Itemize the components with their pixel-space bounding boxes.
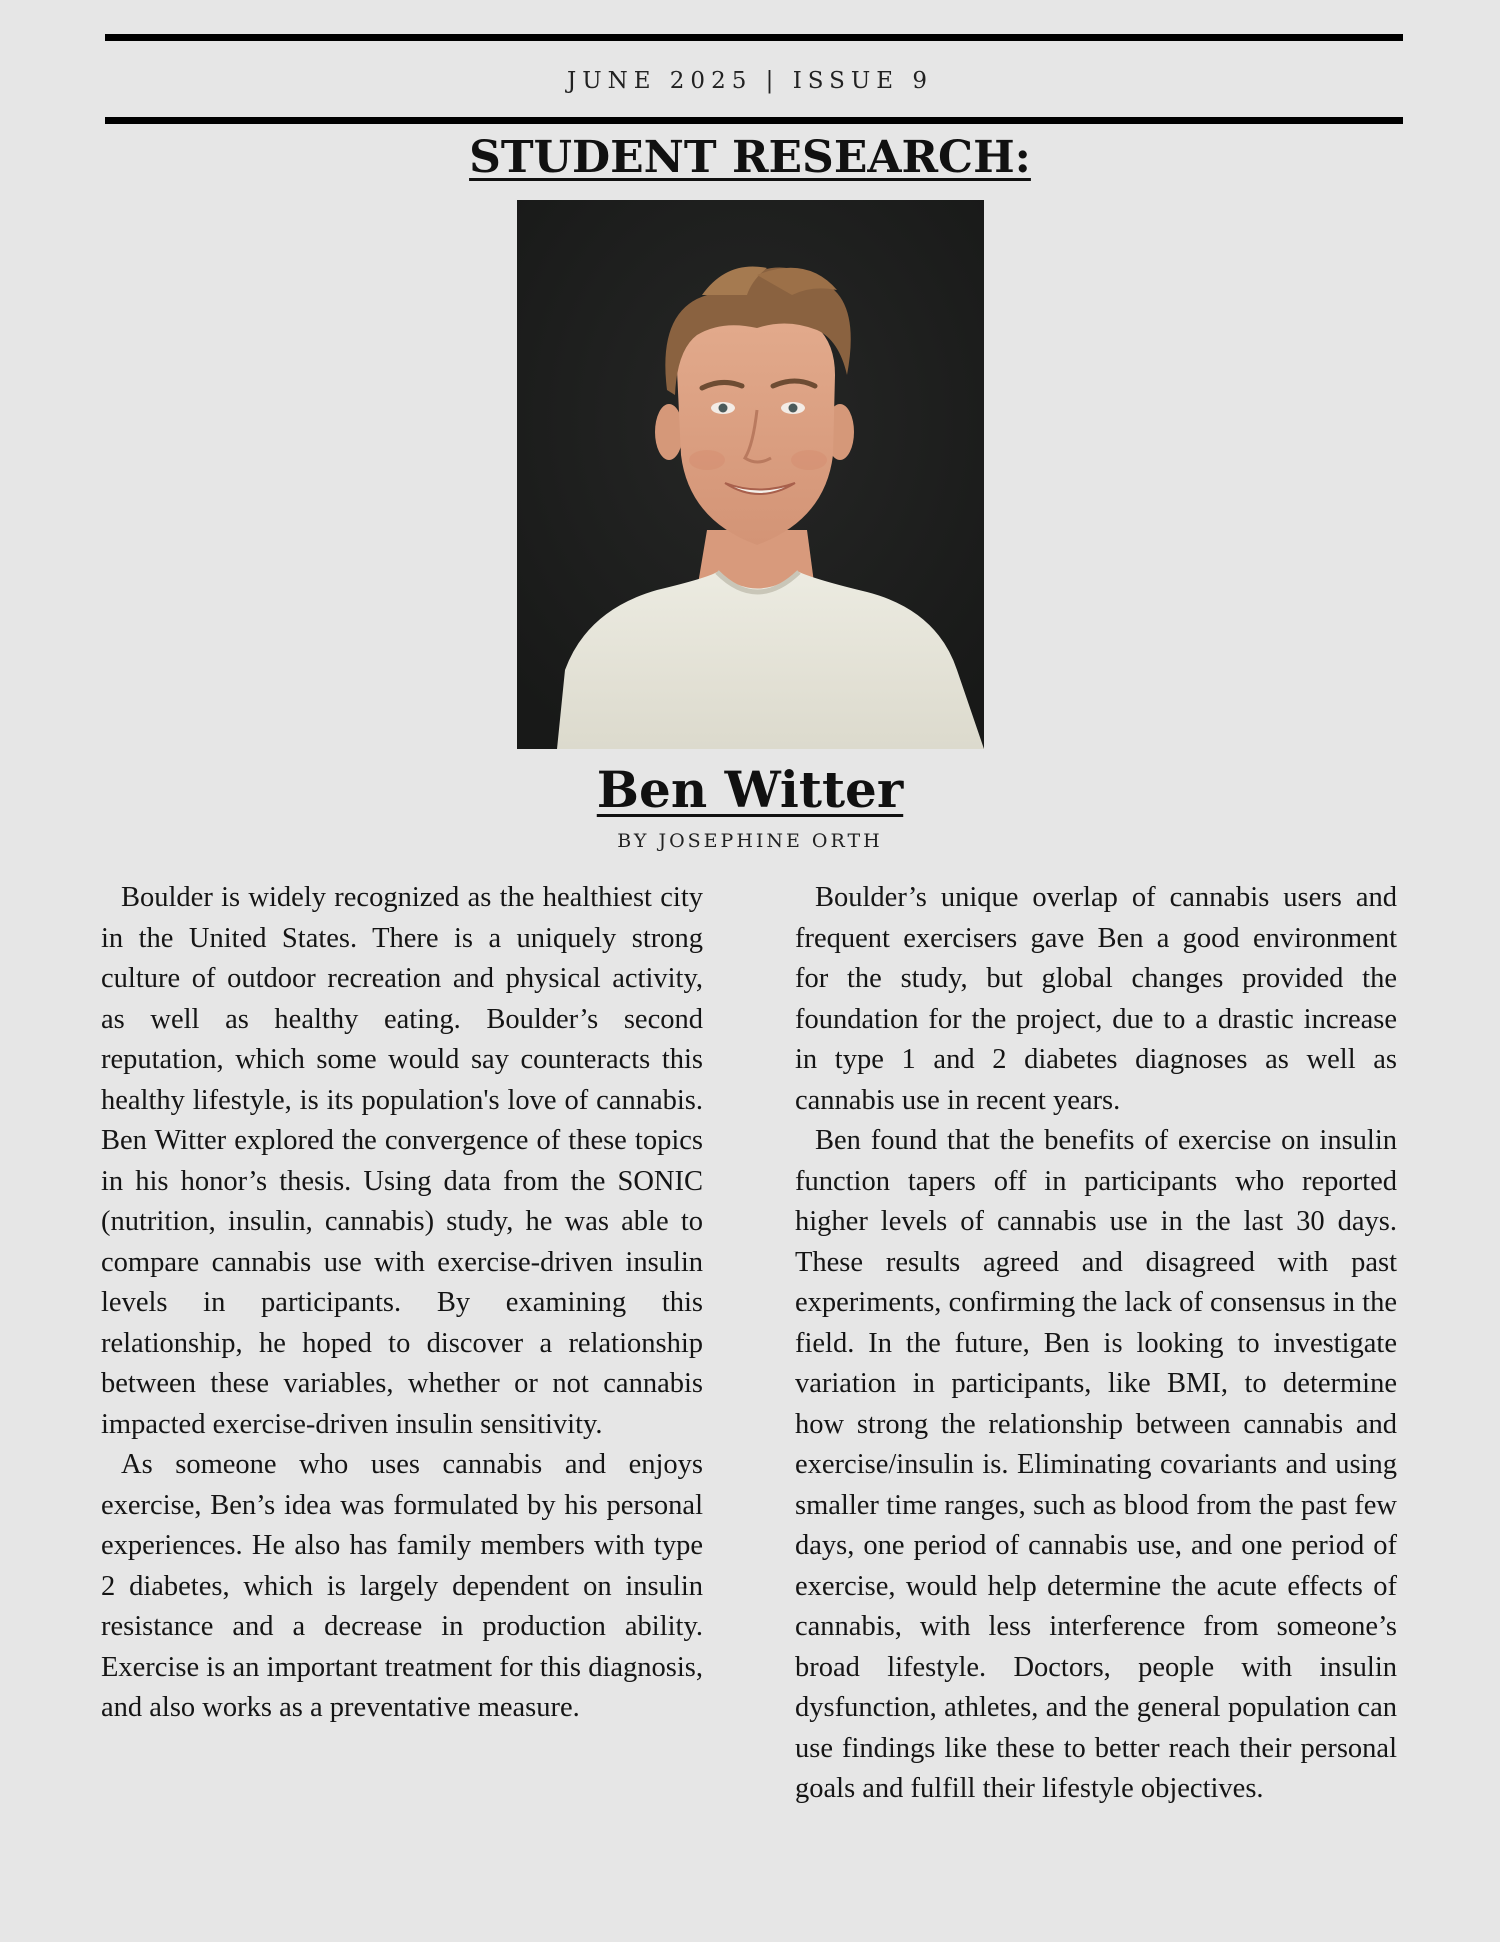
issue-line: JUNE 2025 | ISSUE 9 (566, 68, 934, 94)
subject-name: Ben Witter (596, 760, 904, 819)
article-right-column (795, 878, 1397, 1810)
paragraph: As someone who uses cannabis and enjoys exercise, Ben’s idea was formulated by his personal experiences. He also has family members with type 2 diabetes, which is largely dependent on insulin resistance and a decrease in production ability. Exercise is an important treatment for this diagnosis, and also works as a preventative measure. (101, 1449, 703, 1723)
masthead-bottom-rule (105, 117, 1403, 124)
masthead-top-rule (105, 34, 1403, 41)
paragraph: Ben found that the benefits of exercise on insulin function tapers off in participants who reported higher levels of cannabis use in the last 30 days. These results agreed and disagreed with past experiments, confirming the lack of consensus in the field. In the future, Ben is looking to investigate variation in participants, like BMI, to determine how strong the relationship between cannabis and exercise/insulin is. Eliminating covariants and using smaller time ranges, such as blood from the past few days, one period of cannabis use, and one period of exercise, would help determine the acute effects of cannabis, with less interference from someone’s broad lifestyle. Doctors, people with insulin dysfunction, athletes, and the general population can use findings like these to better reach their personal goals and fulfill their lifestyle objectives. (795, 1125, 1397, 1804)
byline: BY JOSEPHINE ORTH (617, 830, 883, 852)
paragraph: Boulder’s unique overlap of cannabis users and frequent exercisers gave Ben a good environment for the study, but global changes provided the foundation for the project, due to a drastic increase in type 1 and 2 diabetes diagnoses as well as cannabis use in recent years. (795, 882, 1397, 1116)
portrait-photo (517, 200, 984, 749)
paragraph: Boulder is widely recognized as the healthiest city in the United States. There is a uniquely strong culture of outdoor recreation and physical activity, as well as healthy eating. Boulder’s second reputation, which some would say counteracts this healthy lifestyle, is its population's love of cannabis. Ben Witter explored the convergence of these topics in his honor’s thesis. Using data from the SONIC (nutrition, insulin, cannabis) study, he was able to compare cannabis use with exercise-driven insulin levels in participants. By examining this relationship, he hoped to discover a relationship between these variables, whether or not cannabis impacted exercise-driven insulin sensitivity. (101, 882, 703, 1440)
section-title: STUDENT RESEARCH: (469, 132, 1031, 183)
portrait-illustration (517, 200, 984, 749)
article-left-column (101, 878, 703, 1729)
